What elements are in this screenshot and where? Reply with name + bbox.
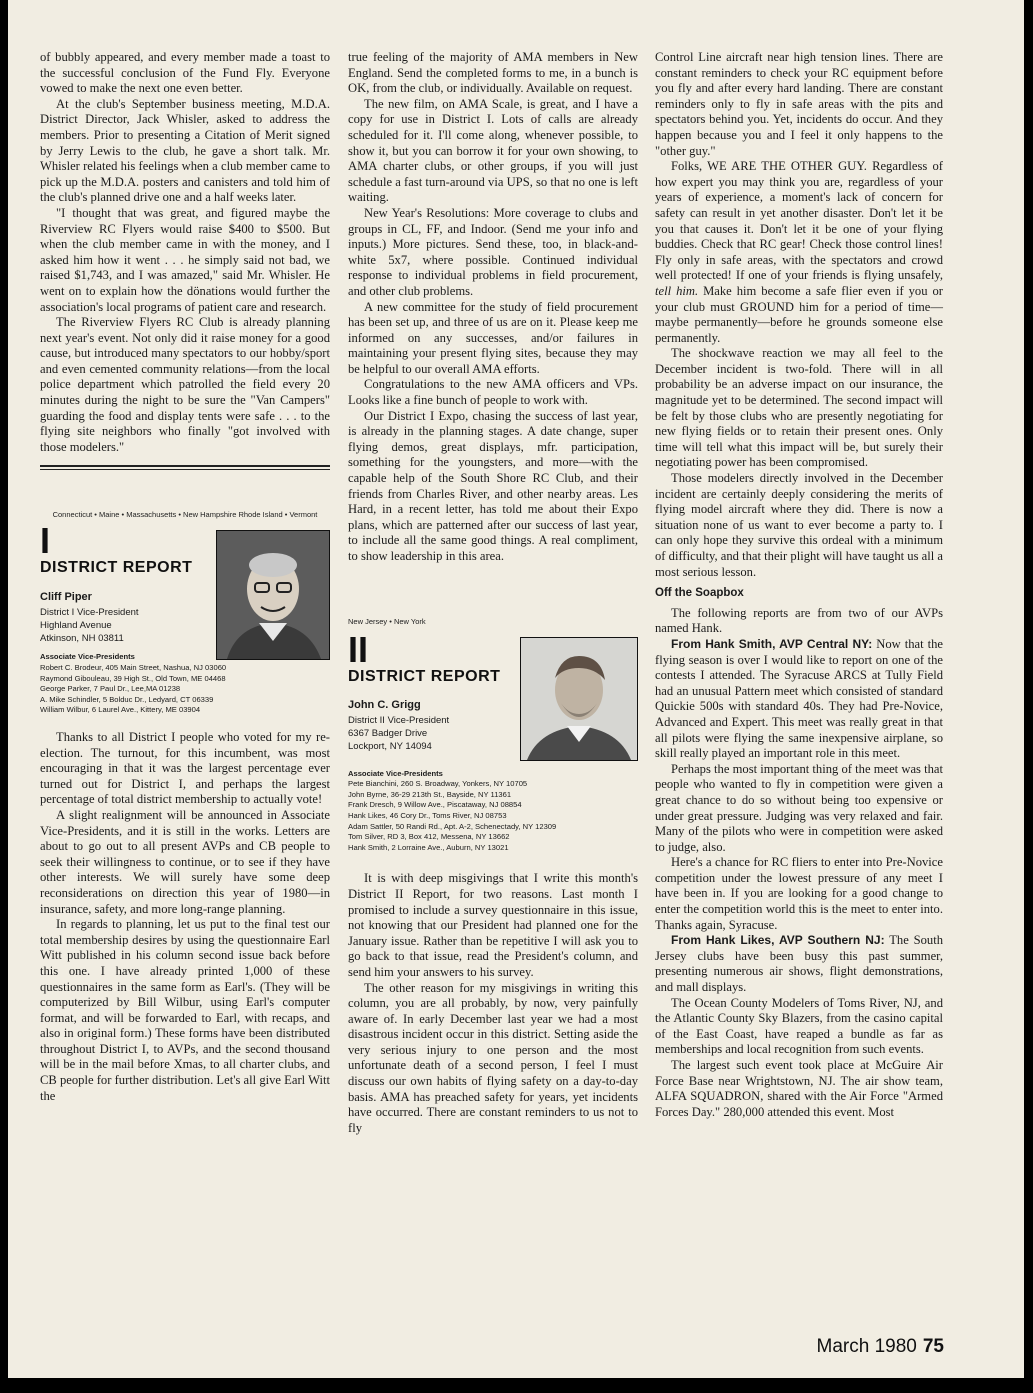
associate-vp-item: George Parker, 7 Paul Dr., Lee,MA 01238: [40, 684, 181, 694]
paragraph: A slight realignment will be announced in Associate Vice-Presidents, and it is still in the works. Letters are about to go out to all present AVPs and CB people to seek their willingness to continue, or to see if they have other interests. We will surely have some deep reconsiderations on direction this year of 1980—in insurance, safety, and more long-range planning.: [40, 807, 330, 916]
paragraph: Control Line aircraft near high tension lines. There are constant reminders to check your RC equipment before you fly and after every hard landing. There are constant reminders only to fly in safe areas with the pits and spectators behind you. Yet, incidents do occur. And they happen because you and I feel it only happens to the "other guy.": [655, 50, 943, 158]
page-number: 75: [922, 1336, 944, 1357]
paragraph-text: Now that the flying season is over I would like to report on one of the contests I attended. The Syracuse ARCS at Tully Field had an unusual Pattern meet which consisted of standard Quickie 500s with standard 40s. They had Pre-Novice, Advanced and Expert. This meet was really great in that all pilots were flying the same inexpensive airplane, so skill really played an important role in this meet.: [655, 636, 943, 761]
paragraph: Perhaps the most important thing of the meet was that people who wanted to fly in competition were given a great chance to do so without being too expensive or under great pressure. Judging was very relaxed and fair. Many of the pilots who were in competition were asked to judge, also.: [655, 761, 943, 854]
paragraph-text: The South Jersey clubs have been busy this past summer, presenting numerous air shows, flight demonstrations, and mall displays.: [655, 933, 944, 995]
paragraph: Here's a chance for RC fliers to enter into Pre-Novice competition under the lowest pressure of any meet I have been in. If you are looking for a good change to enter the competition world this is the meet to enter into. Thanks again, Syracuse.: [655, 855, 943, 932]
vp-portrait-photo: [520, 637, 638, 761]
associate-vp-heading: Associate Vice-Presidents: [348, 768, 443, 778]
paragraph: The following reports are from two of our AVPs named Hank.: [655, 605, 943, 636]
district-title: DISTRICT REPORT: [40, 559, 193, 577]
paragraph: true feeling of the majority of AMA members in New England. Send the completed forms to me, in a bunch is OK, from the club, or individually. Available on request.: [348, 50, 638, 96]
paragraph: The Ocean County Modelers of Toms River, NJ, and the Atlantic County Sky Blazers, from the casino capital of the East Coast, have reaped a bundle as far as memberships and local recognition from such events.: [655, 995, 943, 1057]
report-lead: From Hank Likes, AVP Southern NJ:: [671, 933, 885, 948]
magazine-page: [8, 0, 1024, 1378]
paragraph: The other reason for my misgivings in writing this column, you are all probably, by now, very painfully aware of. In early December last year we had a most disastrous incident occur in this district. Setting aside the very serious injury to one person and the most unfortunate death of a second person, I feel I must discuss our own habits of flying safety on a day-to-day basis. AMA has preached safety for years, yet incidents have occurred. There are constant reminders to us not to fly: [348, 980, 638, 1135]
associate-vp-list: [348, 769, 638, 854]
district-number: II: [348, 628, 369, 670]
paragraph: [655, 159, 943, 346]
vp-address-line: Lockport, NY 14094: [348, 740, 432, 752]
associate-vp-item: Raymond Gibouleau, 39 High St., Old Town, ME 04468: [40, 673, 226, 683]
paragraph: Congratulations to the new AMA officers and VPs. Looks like a fine bunch of people to work with.: [348, 377, 638, 408]
paragraph: The new film, on AMA Scale, is great, and I have a copy for use in District I. Lots of calls are already scheduled for it. I'll come along, whenever possible, to show it, but you can borrow it for your own showing, to AMA charter clubs, or other groups, if you will just schedule a fast turn-around via UPS, so that no one is left waiting.: [348, 96, 638, 205]
paragraph: [655, 637, 943, 762]
associate-vp-list: [40, 652, 330, 716]
associate-vp-item: Pete Bianchini, 260 S. Broadway, Yonkers, NY 10705: [348, 779, 528, 789]
report-lead: From Hank Smith, AVP Central NY:: [671, 636, 873, 651]
paragraph: Thanks to all District I people who voted for my re-election. The turnout, for this incumbent, was most encouraging in that it was the largest percentage ever turned out for District I, and perhaps the largest percentage of total district membership to actually vote!: [40, 730, 330, 807]
paragraph: The shockwave reaction we may all feel to the December incident is two-fold. There will in all probability be an adverse impact on our insurance, the magnitude yet to be determined. The second impact will be felt by those clubs who are presently negotiating for new flying fields or to retain their present ones. Only time will tell what this impact will be, but surely their negotiating power has been compromised.: [655, 346, 943, 470]
district-1-header: [40, 510, 330, 644]
paragraph: In regards to planning, let us put to the final test our total membership desires by using the questionnaire Earl Witt published in his column second issue back before this one. I have already printed 1,000 of these questionnaires in the same form as Earl's. (They will be computerized by Bill Wilbur, using Earl's computer format, and will be forwarded to Earl, with recaps, and also in original form.) These forms have been distributed throughout District I, to AVPs, and the second thousand will be in the mail before Xmas, to all charter clubs, and CB people for further distribution. Let's all give Earl Witt the: [40, 917, 330, 1103]
district-number: I: [40, 520, 51, 562]
paragraph: The largest such event took place at McGuire Air Force Base near Wrightstown, NJ. The air show team, ALFA SQUADRON, shared with the Air Force "Armed Forces Day." 280,000 attended this event. Most: [655, 1058, 943, 1119]
paragraph: The Riverview Flyers RC Club is already planning next year's event. Not only did it raise money for a good cause, but introduced many spectators to our hobby/sport and even cemented community relations—from the local police department which patrolled the field every 20 minutes during the night to be sure the "Van Campers" guarding the food and display tents were safe . . . to the flying site neighbors who finally "got involved with those modelers.": [40, 315, 330, 454]
associate-vp-item: Hank Smith, 2 Lorraine Ave., Auburn, NY 13021: [348, 842, 509, 852]
vp-address-line: 6367 Badger Drive: [348, 727, 428, 739]
vp-name: Cliff Piper: [40, 591, 92, 604]
vp-name: John C. Grigg: [348, 699, 421, 712]
paragraph: At the club's September business meeting, M.D.A. District Director, Jack Whisler, asked to address the members. Prior to presenting a Citation of Merit signed by Jerry Lewis to the club, he gave a short talk. Mr. Whisler related his feelings when a club member came to pick up the M.D.A. posters and canisters and told him of the club's planned drive one and a half weeks later.: [40, 96, 330, 205]
section-subhead: Off the Soapbox: [655, 587, 744, 600]
associate-vp-item: Robert C. Brodeur, 405 Main Street, Nashua, NJ 03060: [40, 663, 227, 673]
column-3: [655, 50, 943, 1120]
vp-portrait-photo: [216, 530, 330, 660]
paragraph: It is with deep misgivings that I write this month's District II Report, for two reasons. Last month I promised to include a survey questionnaire in this issue, not knowing that our President had planned one for the January issue. Rather than be repetitive I will ask you to go back to that issue, read the President's column, and send him your answers to his survey.: [348, 871, 638, 979]
district-states: New Jersey • New York: [348, 616, 426, 626]
page-folio: [817, 1336, 944, 1358]
emphasis-text: tell him.: [655, 283, 699, 298]
vp-address-line: Atkinson, NH 03811: [40, 632, 124, 644]
associate-vp-item: William Wilbur, 6 Laurel Ave., Kittery, ME 03904: [40, 705, 201, 715]
paragraph: New Year's Resolutions: More coverage to clubs and groups in CL, FF, and Indoor. (Send me your info and inputs.) More pictures. Send these, too, in black-and-white 5x7, where possible. Continued individual response to individual problems in field procurement, and other club problems.: [348, 205, 638, 298]
paragraph-text: Make him become a safe flier even if you or your club must GROUND him for a period of time—maybe permanently—before he grounds someone else permanently.: [655, 283, 943, 345]
section-divider: [40, 469, 330, 470]
district-title: DISTRICT REPORT: [348, 667, 501, 685]
paragraph: Our District I Expo, chasing the success of last year, is already in the planning stages. A date change, super flying demos, great displays, mfr. participation, something for the youngsters, and more—with the capable help of the South Shore RC Club, and their friends from Charles River, and other nearby areas. Les Hard, in a recent letter, has told me about their Expo plans, which are patterned after our success of last year, to include all the same good things. A real compliment, to show leadership in this area.: [348, 408, 638, 563]
paragraph: A new committee for the study of field procurement has been set up, and three of us are on it. Please keep me informed on any successes, and/or failures in maintaining your present flying sites, because they may be helpful to our overall AMA efforts.: [348, 299, 638, 376]
vp-address-line: Highland Avenue: [40, 619, 112, 631]
issue-date: March 1980: [816, 1336, 917, 1357]
paragraph: of bubbly appeared, and every member made a toast to the successful conclusion of the Fund Fly. Everyone vowed to make the next one even better.: [40, 50, 330, 96]
district-2-header: [348, 617, 638, 757]
associate-vp-heading: Associate Vice-Presidents: [40, 652, 135, 662]
associate-vp-item: Adam Sattler, 50 Randi Rd., Apt. A-2, Schenectady, NY 12309: [348, 821, 557, 831]
column-2: [348, 50, 638, 1136]
paragraph: "I thought that was great, and figured maybe the Riverview RC Flyers would raise $400 to $500. But when the club member came in with the money, and I asked him how it went . . . he simply said not bad, we raised $1,743, and I was amazed," said Mr. Whisler. He went on to explain how the dönations would further the association's local programs of patient care and research.: [40, 205, 330, 314]
associate-vp-item: Frank Dresch, 9 Willow Ave., Piscataway, NJ 08854: [348, 800, 522, 810]
paragraph: [655, 933, 943, 995]
paragraph-text: Folks, WE ARE THE OTHER GUY. Regardless of how expert you may think you are, regardless of your years of experience, a moment's lack of concern for safety can result in yet another disaster. Don't let it be you that causes it. Don't let it be one of your flying buddies. Check that RC gear! Check those control lines! Fly only in safe areas, with the spectators and crowd well protected! If one of your friends is flying unsafely,: [655, 159, 943, 283]
column-1: [40, 50, 330, 1104]
vp-address-line: District I Vice-President: [40, 606, 139, 618]
district-states: Connecticut • Maine • Massachusetts • New Hampshire Rhode Island • Vermont: [52, 510, 318, 520]
associate-vp-item: John Byrne, 36-29 213th St., Bayside, NY 11361: [348, 789, 512, 799]
paragraph: Those modelers directly involved in the December incident are certainly deeply considering the merits of flying model aircraft where they did. There is now a situation none of us want to ever become a party to. I can only hope they survive this ordeal with a minimum of difficulty, and that their plight will have taught us all a most serious lesson.: [655, 471, 943, 579]
section-divider: [40, 465, 330, 467]
associate-vp-item: Hank Likes, 46 Cory Dr., Toms River, NJ 08753: [348, 810, 507, 820]
vp-address-line: District II Vice-President: [348, 714, 450, 726]
associate-vp-item: A. Mike Schindler, 5 Bolduc Dr., Ledyard, CT 06339: [40, 694, 214, 704]
associate-vp-item: Tom Silver, RD 3, Box 412, Messena, NY 13662: [348, 832, 510, 842]
